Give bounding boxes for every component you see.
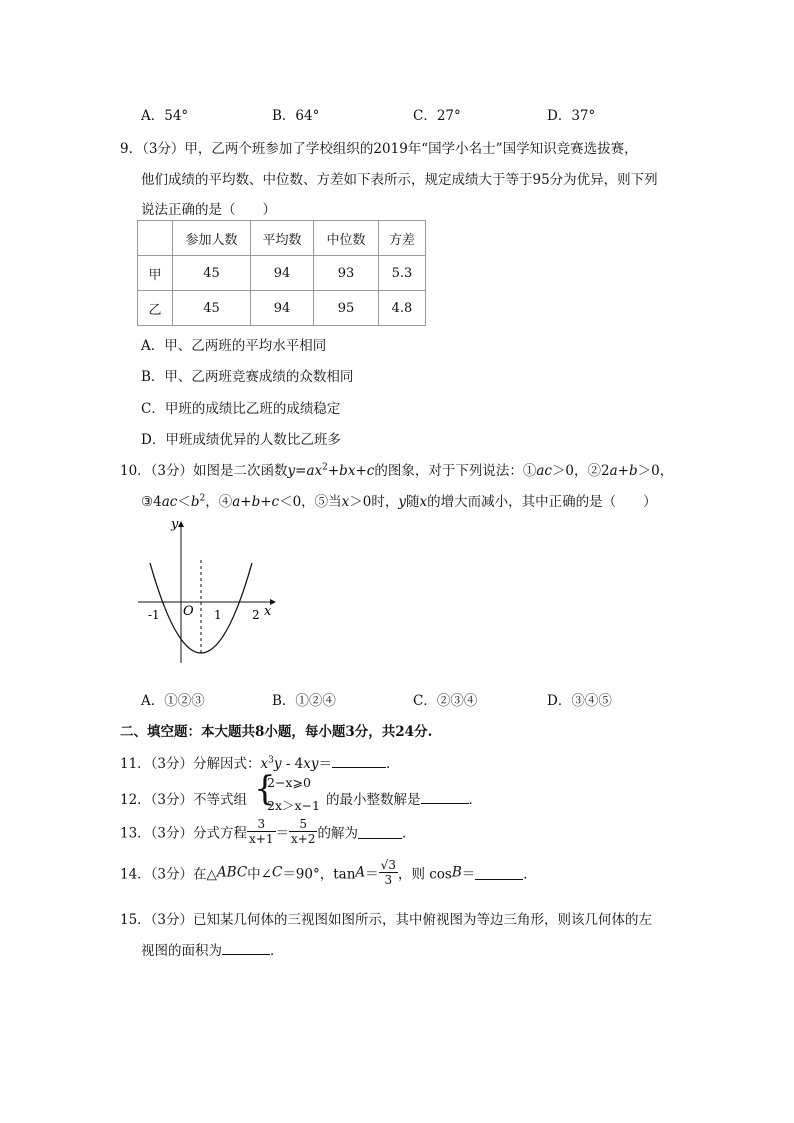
q13-suffix: 的解为 <box>317 825 358 842</box>
q10-l2-exponent: 2 <box>199 493 206 504</box>
q12-prefix: 12．（3分）不等式组 <box>120 792 248 808</box>
q11-expr-a: x <box>260 756 269 772</box>
q11-prefix: 11．（3分）分解因式： <box>120 756 261 772</box>
q9-stem-line2: 他们成绩的平均数、中位数、方差如下表所示，规定成绩大于等于95分为优异，则下列 <box>141 172 658 188</box>
q15-answer-blank[interactable] <box>222 940 270 955</box>
q13-num2: 5 <box>289 817 317 832</box>
q11-answer-blank[interactable] <box>332 753 386 768</box>
tick-label-2: 2 <box>252 608 260 622</box>
q9-stem-line3: 说法正确的是（ ） <box>141 202 276 218</box>
q9-option-b: B．甲、乙两班竞赛成绩的众数相同 <box>141 369 354 385</box>
tick-label-neg1: -1 <box>148 608 160 622</box>
q8-option-b: B．64° <box>272 108 320 124</box>
origin-label: O <box>183 604 194 619</box>
q10-prefix: 10．（3分）如图是二次函数 <box>120 463 288 479</box>
table-cell: 45 <box>173 291 251 326</box>
q10-exponent: 2 <box>322 462 328 473</box>
q10-l2l: x <box>419 494 428 510</box>
table-row <box>138 291 426 326</box>
table-header-cell: 方差 <box>379 221 426 256</box>
q13-den1: x+1 <box>249 832 274 846</box>
q8-option-d: D．37° <box>547 108 596 124</box>
q14-b: B <box>451 864 462 881</box>
q11-eq: ＝ <box>318 756 333 772</box>
q10-l2d: b <box>190 494 200 510</box>
table-cell: 甲 <box>138 256 173 291</box>
q10-option-b: B．①②④ <box>272 693 336 709</box>
q15-stem-line2 <box>141 939 284 959</box>
q15-stem-line1: 15．（3分）已知某几何体的三视图如图所示，其中俯视图为等边三角形，则该几何体的左 <box>120 912 653 928</box>
q11-expr-d: xy <box>303 756 319 772</box>
y-axis-label: y <box>171 517 179 532</box>
q13-den2: x+2 <box>291 832 316 846</box>
q9-option-d: D．甲班成绩优异的人数比乙班多 <box>141 432 341 448</box>
q11-expr-c: - 4 <box>281 756 304 772</box>
table-header-cell: 平均数 <box>251 221 314 256</box>
q14-num: √3 <box>380 858 396 872</box>
q12-inequality-2: 2x＞x−1 <box>267 798 320 813</box>
tick-label-1: 1 <box>214 608 222 622</box>
table-row <box>138 256 426 291</box>
q9-stats-table <box>137 220 426 326</box>
table-cell: 95 <box>314 291 379 326</box>
q14-den: 3 <box>384 873 393 887</box>
table-header-cell: 参加人数 <box>173 221 251 256</box>
q10-s2: a+b <box>609 463 638 479</box>
table-cell: 93 <box>314 256 379 291</box>
q10-func: y=ax <box>287 463 323 479</box>
q13-line <box>120 817 415 846</box>
q10-option-d: D．③④⑤ <box>547 693 612 709</box>
q10-l2k: 随 <box>406 494 420 510</box>
q10-l2a: ③4 <box>141 494 162 510</box>
q14-mid: 中∠ <box>247 866 272 883</box>
q14-line <box>120 858 537 887</box>
q13-fraction-right <box>289 817 317 846</box>
q12-suffix-line <box>326 788 482 808</box>
q14-eq: ＝ <box>365 866 379 883</box>
x-axis-label: x <box>264 604 272 619</box>
q8-option-a: A．54° <box>141 108 189 124</box>
q10-func-rest: +bx+c <box>327 463 375 479</box>
q13-end: ． <box>401 825 416 842</box>
q10-l2m: 的增大而减小，其中正确的是（ ） <box>427 494 657 510</box>
q12-inequality-1: 2−x⩾0 <box>267 775 311 790</box>
table-cell: 乙 <box>138 291 173 326</box>
q10-l2b: ac <box>161 494 178 510</box>
q10-parabola-graph <box>130 515 280 675</box>
q10-l2c: ＜ <box>177 494 191 510</box>
table-header-row <box>138 221 426 256</box>
q10-s1b: ＞0，②2 <box>551 463 610 479</box>
q14-mid3: ，则 cos <box>397 866 452 883</box>
q14-answer-blank[interactable] <box>475 865 523 880</box>
q14-fraction <box>379 858 398 887</box>
q13-answer-blank[interactable] <box>358 824 402 839</box>
table-header-cell <box>138 221 173 256</box>
q13-eq: ＝ <box>275 825 289 842</box>
q11-expr-b: y <box>273 756 282 772</box>
q14-a: A <box>355 864 366 881</box>
q14-prefix: 14．（3分）在△ <box>120 866 217 883</box>
q14-end: ． <box>523 866 537 883</box>
q12-end: ． <box>468 792 482 808</box>
table-cell: 4.8 <box>379 291 426 326</box>
q10-stem-line2 <box>141 490 657 510</box>
q12-answer-blank[interactable] <box>421 789 469 804</box>
q10-l2f: a+b+c <box>232 494 280 510</box>
q11-exponent: 3 <box>268 755 274 766</box>
q10-option-a: A．①②③ <box>141 693 205 709</box>
q10-option-c: C．②③④ <box>413 693 478 709</box>
y-axis-arrow <box>178 521 184 527</box>
q10-s2b: ＞0， <box>637 463 674 479</box>
table-cell: 45 <box>173 256 251 291</box>
q10-l2h: x <box>341 494 350 510</box>
q10-l2i: ＞0时， <box>349 494 399 510</box>
q13-prefix: 13．（3分）分式方程 <box>120 825 248 842</box>
table-cell: 94 <box>251 256 314 291</box>
q10-l2g: ＜0，⑤当 <box>279 494 342 510</box>
q10-mid: 的图象，对于下列说法：① <box>374 463 537 479</box>
q10-l2e: ，④ <box>205 494 233 510</box>
q12-brace: { <box>254 769 276 809</box>
q12-suffix: 的最小整数解是 <box>326 792 421 808</box>
table-cell: 94 <box>251 291 314 326</box>
q8-option-c: C．27° <box>413 108 461 124</box>
table-cell: 5.3 <box>379 256 426 291</box>
q10-l2j: y <box>398 494 407 510</box>
q13-fraction-left <box>247 817 275 846</box>
q14-abc: ABC <box>216 864 248 881</box>
q14-mid2: ＝90°，tan <box>282 866 356 883</box>
q10-s1: ac <box>536 463 552 479</box>
table-header-cell: 中位数 <box>314 221 379 256</box>
q11-end: ． <box>386 756 400 772</box>
q9-stem-line1: 9．（3分）甲，乙两个班参加了学校组织的2019年“国学小名士”国学知识竞赛选拔赛， <box>120 141 638 157</box>
q15-end: ． <box>270 943 284 959</box>
section-2-heading: 二、填空题：本大题共8小题，每小题3分，共24分. <box>120 724 433 740</box>
q10-stem-line1 <box>120 459 673 479</box>
q13-num1: 3 <box>247 817 275 832</box>
q9-option-c: C．甲班的成绩比乙班的成绩稳定 <box>141 401 341 417</box>
q15-line2-text: 视图的面积为 <box>141 943 222 959</box>
q14-c: C <box>271 864 283 881</box>
q9-option-a: A．甲、乙两班的平均水平相同 <box>141 338 327 354</box>
q14-eq2: ＝ <box>461 866 476 883</box>
